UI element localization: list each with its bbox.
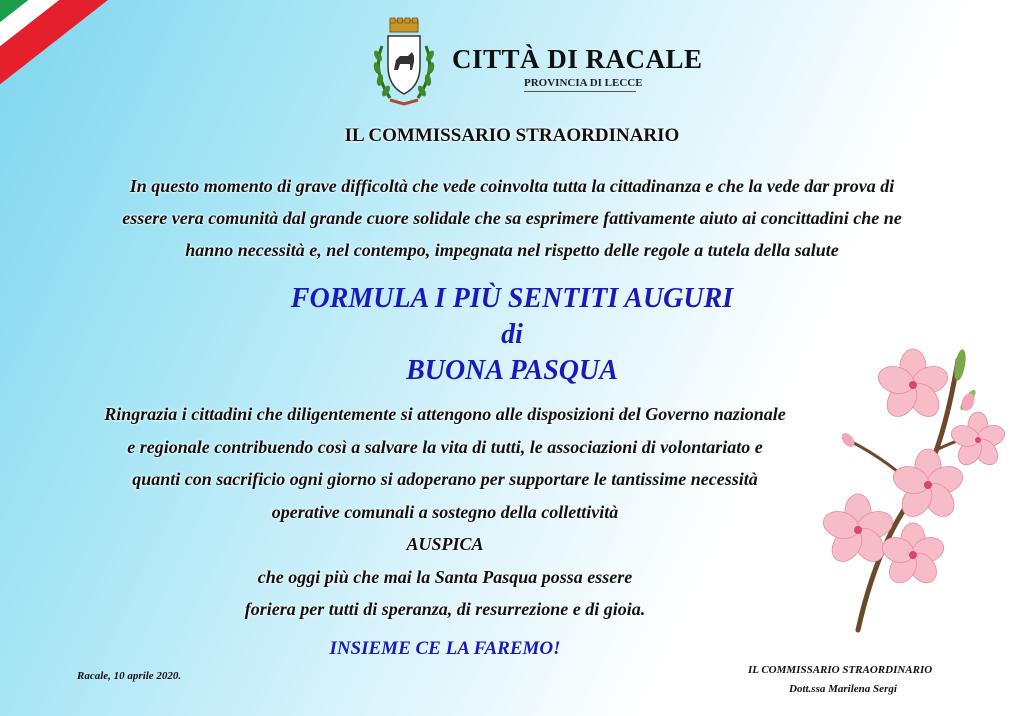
intro-line: hanno necessità e, nel contempo, impegnata nel rispetto delle regole a tutela della salute [185, 240, 839, 260]
body-line: Ringrazia i cittadini che diligentemente si attengono alle disposizioni del Governo nazionale [104, 404, 786, 424]
header-divider [524, 91, 636, 92]
closing-slogan: INSIEME CE LA FAREMO! [329, 638, 561, 659]
thanks-paragraph [30, 398, 860, 626]
intro-line: In questo momento di grave difficoltà che vede coinvolta tutta la cittadinanza e che la vede dar prova di [129, 176, 895, 196]
province-subtitle: PROVINCIA DI LECCE [524, 77, 643, 89]
body-line: e regionale contribuendo così a salvare la vita di tutti, le associazioni di volontariato e [127, 436, 763, 457]
body-line: operative comunali a sostegno della collettività [271, 501, 619, 522]
city-title: CITTÀ DI RACALE [452, 44, 703, 74]
cherry-blossom-icon [818, 340, 1008, 640]
body-line: AUSPICA [406, 534, 484, 554]
greeting-line-3: BUONA PASQUA [406, 355, 618, 386]
document-date: Racale, 10 aprile 2020. [77, 670, 182, 682]
body-line: foriera per tutti di speranza, di resurrezione e di gioia. [244, 599, 646, 619]
signature-name: Dott.ssa Marilena Sergi [789, 683, 897, 695]
body-line: che oggi più che mai la Santa Pasqua possa essere [257, 566, 633, 587]
body-line: quanti con sacrificio ogni giorno si adoperano per supportare le tantissime necessità [132, 469, 758, 489]
signature-role: IL COMMISSARIO STRAORDINARIO [748, 664, 933, 676]
intro-line: essere vera comunità dal grande cuore solidale che sa esprimere fattivamente aiuto ai concittadini che ne [122, 208, 902, 228]
greeting-line-2: di [501, 319, 523, 350]
greeting-line-1: FORMULA I PIÙ SENTITI AUGURI [290, 283, 734, 314]
intro-paragraph [0, 170, 1024, 266]
commissioner-heading: IL COMMISSARIO STRAORDINARIO [344, 125, 680, 146]
coat-of-arms-icon [368, 16, 440, 108]
